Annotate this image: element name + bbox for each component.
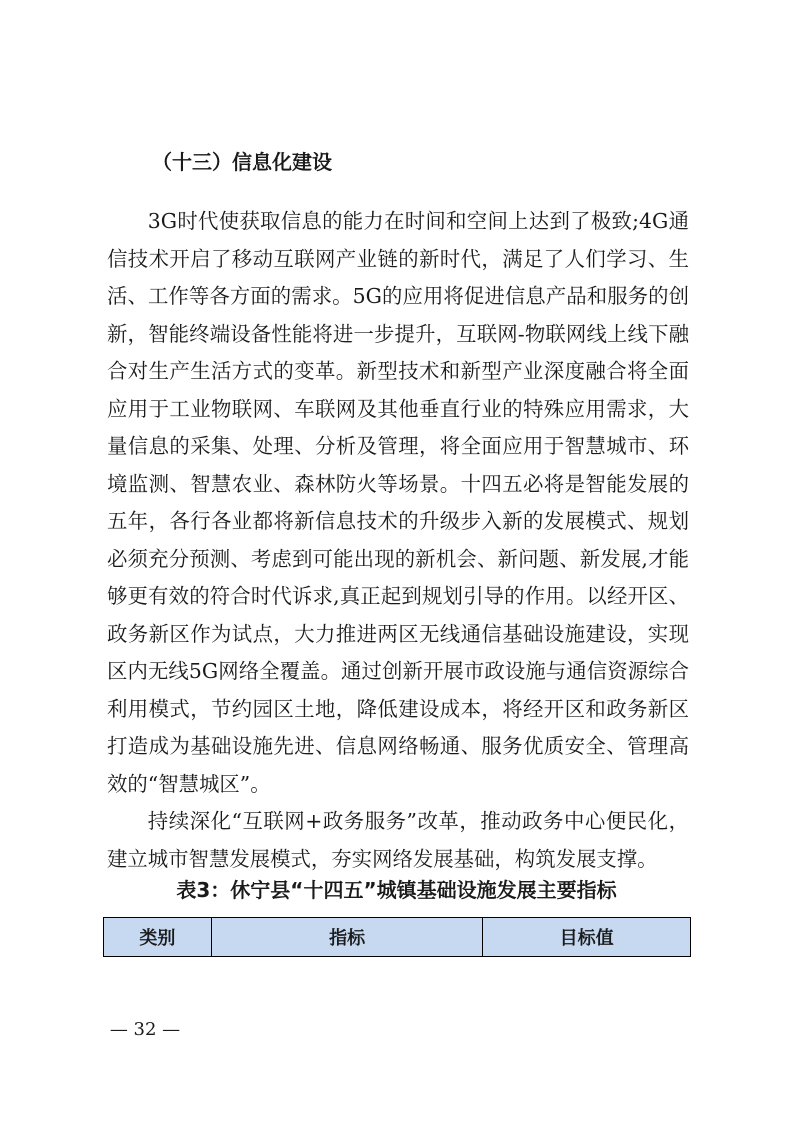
column-header-target-value: 目标值 (483, 918, 691, 957)
page-number: — 32 — (109, 1019, 181, 1040)
column-header-indicator: 指标 (211, 918, 483, 957)
table-caption: 表3：休宁县“十四五”城镇基础设施发展主要指标 (176, 878, 617, 902)
paragraph: 持续深化“互联网+政务服务”改革，推动政务中心便民化，建立城市智慧发展模式，夯实网络发展基础，构筑发展支撑。 (107, 809, 689, 871)
column-header-category: 类别 (104, 918, 212, 957)
paragraph: 3G时代使获取信息的能力在时间和空间上达到了极致;4G通信技术开启了移动互联网产业链的新时代，满足了人们学习、生活、工作等各方面的需求。5G的应用将促进信息产品和服务的创新，智能终端设备性能将进一步提升，互联网-物联网线上线下融合对生产生活方式的变革。新型技术和新型产业深度融合将全面应用于工业物联网、车联网及其他垂直行业的特殊应用需求，大量信息的采集、处理、分析及管理，将全面应用于智慧城市、环境监测、智慧农业、森林防火等场景。十四五必将是智能发展的五年，各行各业都将新信息技术的升级步入新的发展模式、规划必须充分预测、考虑到可能出现的新机会、新问题、新发展,才能够更有效的符合时代诉求,真正起到规划引导的作用。以经开区、政务新区作为试点，大力推进两区无线通信基础设施建设，实现区内无线5G网络全覆盖。通过创新开展市政设施与通信资源综合利用模式，节约园区土地，降低建设成本，将经开区和政务新区打造成为基础设施先进、信息网络畅通、服务优质安全、管理高效的“智慧城区”。 (107, 209, 689, 796)
indicator-table (103, 917, 691, 957)
section-heading: （十三）信息化建设 (152, 150, 332, 174)
table-header-row (104, 918, 691, 957)
body-text (107, 203, 689, 878)
